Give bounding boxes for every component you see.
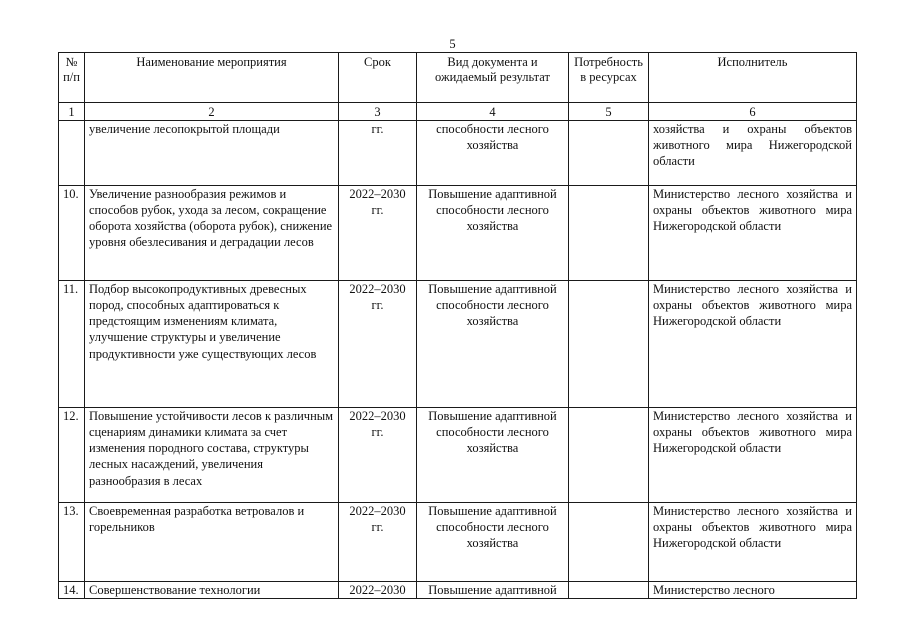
- term: 2022–2030 гг.: [339, 280, 417, 407]
- table-row: [59, 185, 857, 280]
- expected-result: Повышение адаптивной способности лесного хозяйства: [417, 280, 569, 407]
- executor: Министерство лесного хозяйства и охраны объектов животного мира Нижегородской области: [649, 407, 857, 502]
- table-row: [59, 280, 857, 407]
- term: 2022–2030: [339, 581, 417, 598]
- column-number: 5: [569, 103, 649, 121]
- expected-result: Повышение адаптивной способности лесного хозяйства: [417, 407, 569, 502]
- measure-name: Совершенствование технологии: [85, 581, 339, 598]
- resources: [569, 185, 649, 280]
- column-number: 6: [649, 103, 857, 121]
- column-number: 3: [339, 103, 417, 121]
- row-number: 13.: [59, 502, 85, 581]
- column-number-row: [59, 103, 857, 121]
- row-number: [59, 120, 85, 185]
- expected-result: Повышение адаптивной способности лесного хозяйства: [417, 185, 569, 280]
- measure-name: Подбор высокопродуктивных древесных пород, способных адаптироваться к предстоящим изменениям климата, улучшение структуры и увеличение продуктивности уже существующих лесов: [85, 280, 339, 407]
- column-number: 1: [59, 103, 85, 121]
- term: 2022–2030 гг.: [339, 407, 417, 502]
- row-number: 12.: [59, 407, 85, 502]
- term: 2022–2030 гг.: [339, 185, 417, 280]
- header-name: Наименование мероприятия: [85, 53, 339, 103]
- page-number: 5: [449, 37, 456, 51]
- measure-name: увеличение лесопокрытой площади: [85, 120, 339, 185]
- executor: Министерство лесного хозяйства и охраны объектов животного мира Нижегородской области: [649, 280, 857, 407]
- header-term: Срок: [339, 53, 417, 103]
- measure-name: Своевременная разработка ветровалов и горельников: [85, 502, 339, 581]
- table-row: [59, 407, 857, 502]
- column-number: 2: [85, 103, 339, 121]
- row-number: 14.: [59, 581, 85, 598]
- resources: [569, 407, 649, 502]
- resources: [569, 120, 649, 185]
- expected-result: способности лесного хозяйства: [417, 120, 569, 185]
- executor: Министерство лесного хозяйства и охраны объектов животного мира Нижегородской области: [649, 502, 857, 581]
- executor: хозяйства и охраны объектов животного мира Нижегородской области: [649, 120, 857, 185]
- resources: [569, 280, 649, 407]
- expected-result: Повышение адаптивной: [417, 581, 569, 598]
- executor: Министерство лесного хозяйства и охраны объектов животного мира Нижегородской области: [649, 185, 857, 280]
- measure-name: Увеличение разнообразия режимов и способов рубок, ухода за лесом, сокращение оборота хозяйства (оборота рубок), снижение уровня обезлесивания и деградации лесов: [85, 185, 339, 280]
- term: гг.: [339, 120, 417, 185]
- resources: [569, 581, 649, 598]
- header-result: Вид документа и ожидаемый результат: [417, 53, 569, 103]
- header-no: № п/п: [59, 53, 85, 103]
- row-number: 10.: [59, 185, 85, 280]
- table-row: [59, 502, 857, 581]
- table-row: [59, 120, 857, 185]
- row-number: 11.: [59, 280, 85, 407]
- column-number: 4: [417, 103, 569, 121]
- measure-name: Повышение устойчивости лесов к различным сценариям динамики климата за счет изменения породного состава, структуры лесных насаждений, увеличения разнообразия в лесах: [85, 407, 339, 502]
- resources: [569, 502, 649, 581]
- measures-table: [58, 52, 857, 599]
- header-executor: Исполнитель: [649, 53, 857, 103]
- table-header-row: [59, 53, 857, 103]
- header-resources: Потребность в ресурсах: [569, 53, 649, 103]
- table-row: [59, 581, 857, 598]
- executor: Министерство лесного: [649, 581, 857, 598]
- expected-result: Повышение адаптивной способности лесного хозяйства: [417, 502, 569, 581]
- term: 2022–2030 гг.: [339, 502, 417, 581]
